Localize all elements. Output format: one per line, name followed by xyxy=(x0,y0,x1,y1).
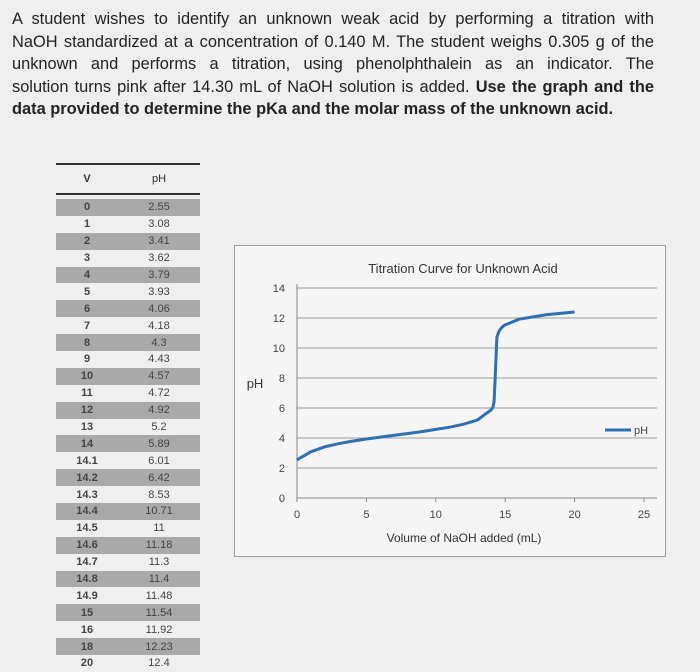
cell-volume: 2 xyxy=(83,235,91,248)
question-line: A student wishes to identify an unknown weak acid by performing a titration with xyxy=(12,10,654,28)
cell-volume: 6 xyxy=(83,302,91,315)
cell-ph: 6.01 xyxy=(148,454,170,467)
table-row xyxy=(56,283,200,300)
chart-svg xyxy=(235,246,665,556)
y-tick-label: 0 xyxy=(278,493,285,505)
table-row xyxy=(56,351,200,368)
cell-ph: 4.18 xyxy=(148,319,170,332)
cell-volume: 7 xyxy=(83,319,91,332)
cell-volume: 14.4 xyxy=(76,505,98,518)
x-tick-label: 5 xyxy=(363,509,370,521)
y-tick-label: 4 xyxy=(278,433,285,445)
question-line: unknown and performs a titration, using phenolphthalein as an indicator. The xyxy=(12,55,654,74)
table-row xyxy=(56,199,200,216)
table-row xyxy=(56,503,200,520)
table-row xyxy=(56,402,200,419)
table-row xyxy=(56,267,200,284)
table-row xyxy=(56,621,200,638)
y-tick-label: 10 xyxy=(272,343,285,355)
table-row xyxy=(56,587,200,604)
question-bold-text: Use the graph and the xyxy=(475,77,654,96)
table-row xyxy=(56,385,200,402)
cell-ph: 11.48 xyxy=(145,589,173,602)
table-row xyxy=(56,486,200,503)
table-row xyxy=(56,520,200,537)
y-axis-label: pH xyxy=(246,376,264,391)
cell-ph: 4.06 xyxy=(148,302,170,315)
cell-volume: 14.8 xyxy=(76,573,98,586)
cell-volume: 14.1 xyxy=(76,454,98,467)
cell-ph: 3.41 xyxy=(148,235,170,248)
x-axis-label: Volume of NaOH added (mL) xyxy=(386,531,542,545)
table-row xyxy=(56,571,200,588)
y-tick-label: 8 xyxy=(278,373,285,385)
x-tick-label: 15 xyxy=(499,509,512,521)
question-line: NaOH standardized at a concentration of 0.140 M. The student weighs 0.305 g of the xyxy=(12,32,654,51)
cell-ph: 12.4 xyxy=(148,657,170,670)
table-row xyxy=(56,317,200,334)
cell-ph: 4.43 xyxy=(148,353,170,366)
question-bold-line: data provided to determine the pKa and the molar mass of the unknown acid. xyxy=(12,100,614,119)
cell-volume: 3 xyxy=(83,252,91,265)
table-row xyxy=(56,216,200,233)
cell-volume: 16 xyxy=(80,623,94,636)
table-row xyxy=(56,368,200,385)
y-tick-label: 2 xyxy=(278,463,285,475)
table-row xyxy=(56,469,200,486)
table-row xyxy=(56,537,200,554)
cell-volume: 14.9 xyxy=(76,589,98,602)
table-row xyxy=(56,300,200,317)
cell-volume: 1 xyxy=(83,218,91,231)
titration-chart xyxy=(234,245,666,557)
cell-ph: 4.92 xyxy=(148,404,170,417)
question-line xyxy=(12,76,654,99)
cell-volume: 14.5 xyxy=(76,522,98,535)
x-tick-label: 0 xyxy=(293,509,301,521)
cell-volume: 8 xyxy=(83,336,91,349)
cell-volume: 0 xyxy=(83,201,91,214)
cell-volume: 5 xyxy=(83,285,91,298)
cell-volume: 10 xyxy=(80,370,94,383)
table-row xyxy=(56,435,200,452)
cell-ph: 4.72 xyxy=(148,387,170,400)
cell-ph: 11.92 xyxy=(145,623,173,636)
x-tick-label: 25 xyxy=(637,509,651,521)
table-row xyxy=(56,419,200,436)
cell-ph: 11.3 xyxy=(148,556,170,569)
cell-ph: 11.18 xyxy=(145,539,173,552)
y-tick-label: 6 xyxy=(278,403,285,415)
cell-volume: 14.7 xyxy=(76,556,98,569)
cell-ph: 5.89 xyxy=(148,437,170,450)
cell-ph: 11.4 xyxy=(148,573,170,586)
cell-volume: 20 xyxy=(80,657,94,670)
legend-label: pH xyxy=(634,425,649,437)
cell-volume: 14.3 xyxy=(76,488,98,501)
cell-volume: 15 xyxy=(80,606,94,619)
table-row xyxy=(56,554,200,571)
cell-ph: 8.53 xyxy=(148,488,170,501)
y-tick-label: 14 xyxy=(272,283,285,295)
header-v: V xyxy=(83,173,91,185)
cell-ph: 3.93 xyxy=(148,285,170,298)
table-row xyxy=(56,334,200,351)
table-row xyxy=(56,655,200,672)
cell-ph: 4.57 xyxy=(148,370,170,383)
table-header xyxy=(56,165,200,193)
y-tick-label: 12 xyxy=(272,313,285,325)
x-tick-label: 10 xyxy=(429,509,442,521)
cell-ph: 11.54 xyxy=(145,606,173,619)
cell-ph: 2.55 xyxy=(148,201,170,214)
data-table xyxy=(56,163,200,672)
cell-volume: 14.6 xyxy=(76,539,98,552)
header-ph: pH xyxy=(151,173,167,185)
cell-volume: 4 xyxy=(83,269,91,281)
cell-ph: 4.3 xyxy=(151,336,167,349)
cell-ph: 12.23 xyxy=(145,640,173,653)
x-tick-label: 20 xyxy=(568,509,581,521)
table-row xyxy=(56,604,200,621)
table-row xyxy=(56,233,200,250)
cell-ph: 6.42 xyxy=(148,471,170,484)
question-text xyxy=(12,8,654,121)
table-row xyxy=(56,452,200,469)
cell-ph: 3.79 xyxy=(148,269,170,281)
cell-ph: 3.62 xyxy=(148,252,170,265)
table-body xyxy=(56,199,200,672)
cell-volume: 14.2 xyxy=(76,471,98,484)
cell-volume: 14 xyxy=(80,437,94,450)
question-line-text: solution turns pink after 14.30 mL of NaOH solution is added. xyxy=(12,77,470,96)
cell-ph: 10.71 xyxy=(145,505,173,518)
cell-volume: 11 xyxy=(81,387,93,400)
table-row xyxy=(56,250,200,267)
cell-volume: 13 xyxy=(80,421,94,434)
cell-volume: 12 xyxy=(80,404,94,417)
table-row xyxy=(56,638,200,655)
cell-ph: 5.2 xyxy=(151,421,167,434)
cell-volume: 9 xyxy=(83,353,91,366)
cell-ph: 11 xyxy=(153,522,165,535)
cell-volume: 18 xyxy=(80,640,94,653)
cell-ph: 3.08 xyxy=(148,218,170,231)
chart-title: Titration Curve for Unknown Acid xyxy=(368,261,558,276)
